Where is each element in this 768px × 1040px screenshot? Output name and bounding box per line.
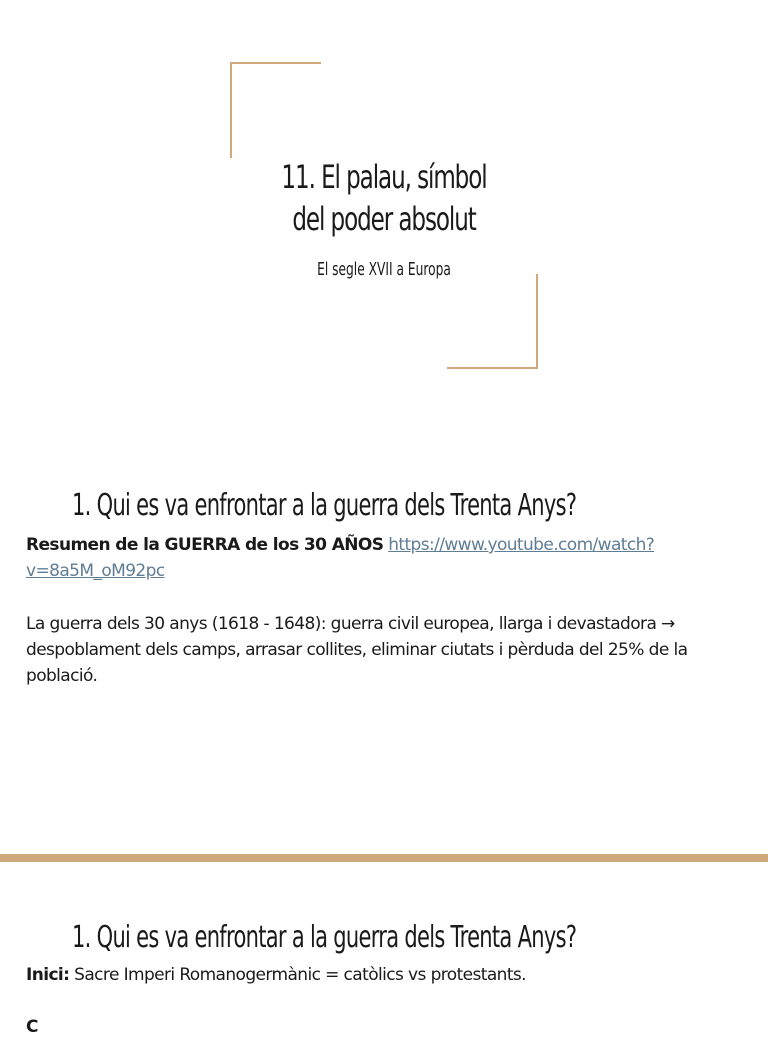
page-subtitle: El segle XVII a Europa xyxy=(317,259,451,280)
top-left-corner-vertical xyxy=(230,62,232,158)
inici-line xyxy=(26,962,752,988)
resource-label: Resumen de la GUERRA de los 30 AÑOS xyxy=(26,535,384,555)
section-heading-2: 1. Qui es va enfrontar a la guerra dels Trenta Anys? xyxy=(72,920,577,955)
next-item-partial xyxy=(26,1014,752,1040)
inici-label: Inici: xyxy=(26,965,70,985)
bottom-right-corner-horizontal xyxy=(447,367,538,369)
page-title xyxy=(240,156,528,240)
title-block xyxy=(184,156,584,282)
bottom-right-corner-vertical xyxy=(536,274,538,369)
inici-text: Sacre Imperi Romanogermànic = catòlics vs protestants. xyxy=(74,965,526,985)
next-item-label: C xyxy=(26,1017,38,1037)
page-title-line-1: 11. El palau, símbol xyxy=(281,158,487,196)
resource-line xyxy=(26,532,752,584)
page-title-line-2: del poder absolut xyxy=(292,200,476,238)
title-slide xyxy=(0,0,768,430)
slide-divider xyxy=(0,854,768,862)
youtube-link[interactable]: https://www.youtube.com/watch?v=8a5M_oM92pc xyxy=(26,535,655,581)
top-left-corner-horizontal xyxy=(230,62,321,64)
section-heading-1: 1. Qui es va enfrontar a la guerra dels Trenta Anys? xyxy=(72,488,577,523)
war-summary-paragraph: La guerra dels 30 anys (1618 - 1648): guerra civil europea, llarga i devastadora → despoblament dels camps, arrasar collites, eliminar ciutats i pèrduda del 25% de la població. xyxy=(26,614,688,686)
